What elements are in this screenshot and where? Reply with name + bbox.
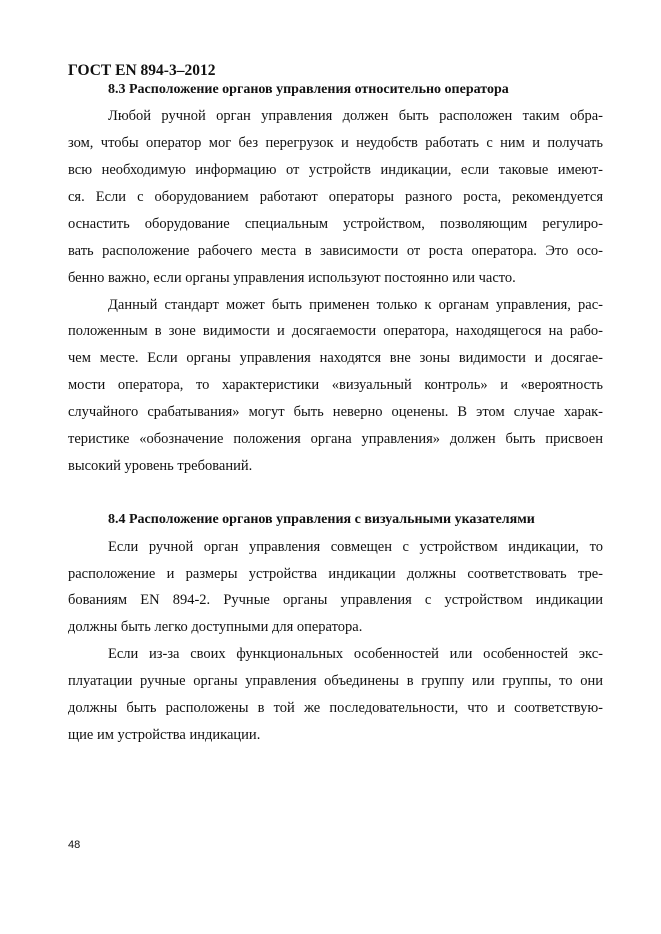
paragraph-line: теристике «обозначение положения органа управления» должен быть присвоен: [68, 431, 603, 447]
paragraph-line: Если из-за своих функциональных особенностей или особенностей экс-: [108, 646, 603, 662]
paragraph-line: положенным в зоне видимости и досягаемости оператора, находящегося на рабо-: [68, 323, 603, 339]
paragraph-line: ся. Если с оборудованием работают операторы разного роста, рекомендуется: [68, 189, 603, 205]
paragraph-line: щие им устройства индикации.: [68, 727, 261, 743]
paragraph-line: Любой ручной орган управления должен быть расположен таким обра-: [108, 108, 603, 124]
paragraph-line: Если ручной орган управления совмещен с устройством индикации, то: [108, 539, 603, 555]
paragraph-line: зом, чтобы оператор мог без перегрузок и неудобств работать с ним и получать: [68, 135, 603, 151]
section-heading-8-3: 8.3 Расположение органов управления относительно оператора: [108, 82, 509, 97]
paragraph-line: вать расположение рабочего места в зависимости от роста оператора. Это осо-: [68, 243, 603, 259]
paragraph-line: бованиям EN 894-2. Ручные органы управления с устройством индикации: [68, 592, 603, 608]
paragraph-line: должны быть легко доступными для оператора.: [68, 619, 363, 635]
paragraph-line: всю необходимую информацию от устройств индикации, если таковые имеют-: [68, 162, 603, 178]
paragraph-line: должны быть расположены в той же последовательности, что и соответствую-: [68, 700, 603, 716]
page-number: 48: [68, 839, 81, 851]
paragraph-line: расположение и размеры устройства индикации должны соответствовать тре-: [68, 566, 603, 582]
paragraph-line: высокий уровень требований.: [68, 458, 253, 474]
paragraph-line: Данный стандарт может быть применен только к органам управления, рас-: [108, 297, 603, 313]
paragraph-line: плуатации ручные органы управления объединены в группу или группы, то они: [68, 673, 603, 689]
paragraph-line: случайного срабатывания» могут быть неверно оценены. В этом случае харак-: [68, 404, 603, 420]
paragraph-line: бенно важно, если органы управления используют постоянно или часто.: [68, 270, 516, 286]
paragraph-line: оснастить оборудование специальным устройством, позволяющим регулиро-: [68, 216, 603, 232]
paragraph-line: мости оператора, то характеристики «визуальный контроль» и «вероятность: [68, 377, 603, 393]
document-code-header: ГОСТ EN 894-3–2012: [68, 62, 216, 79]
paragraph-line: чем месте. Если органы управления находятся вне зоны видимости и досягае-: [68, 350, 603, 366]
section-heading-8-4: 8.4 Расположение органов управления с визуальными указателями: [108, 512, 535, 527]
